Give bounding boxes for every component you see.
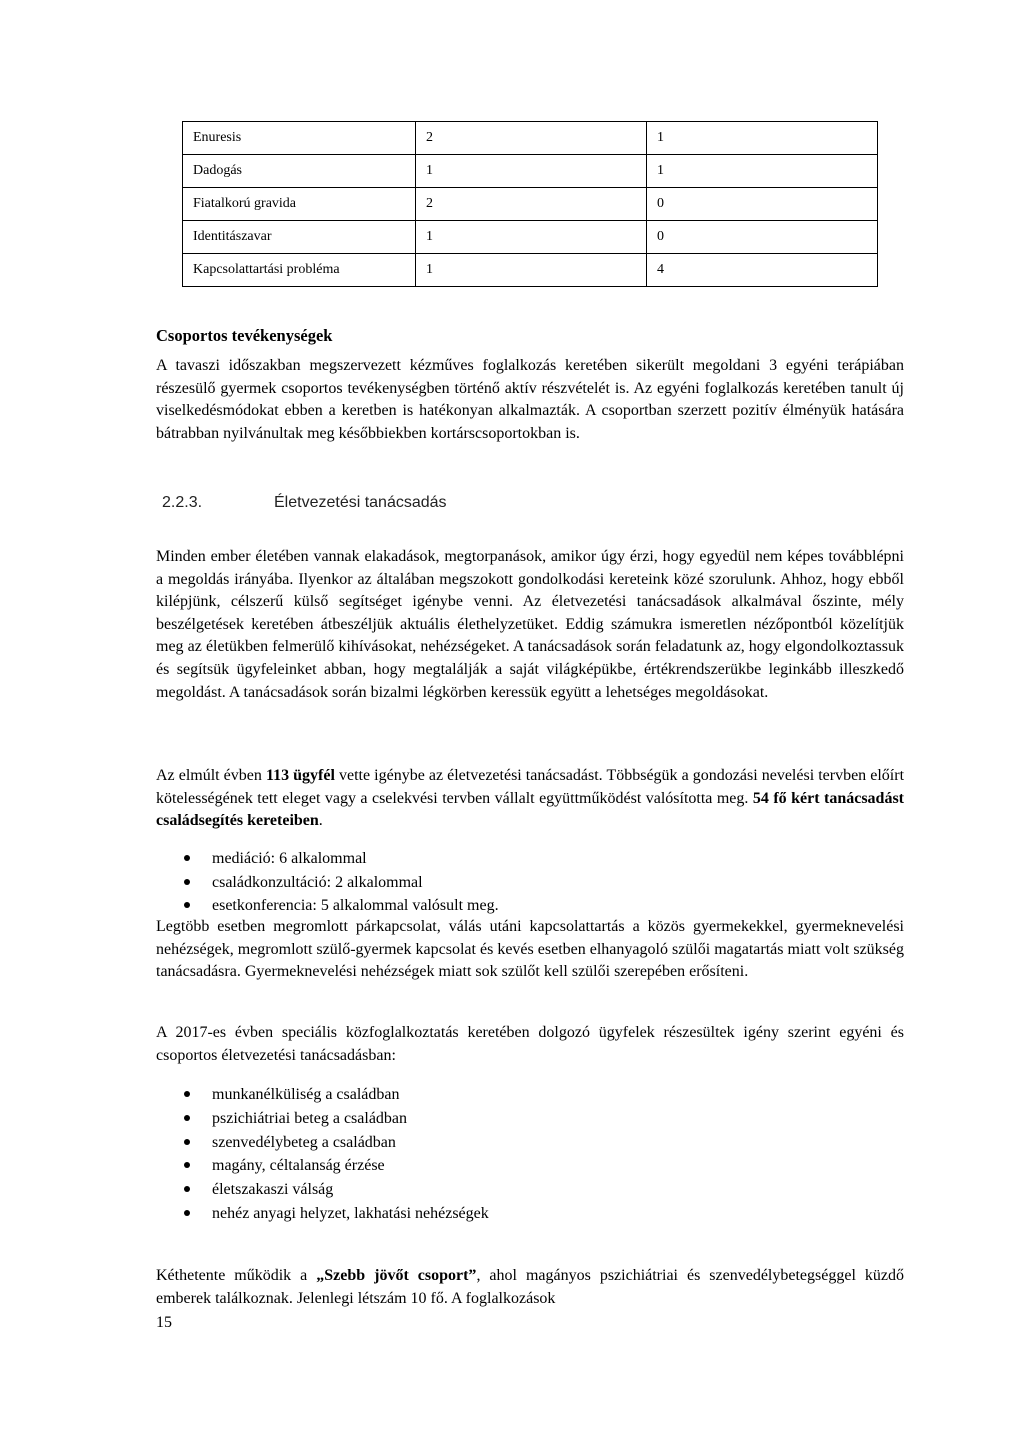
- section-heading: [162, 494, 447, 512]
- table-cell: 4: [647, 254, 878, 287]
- table-cell: 0: [647, 188, 878, 221]
- statistics-table: [182, 121, 878, 287]
- table-row: [183, 122, 878, 155]
- list-item: pszichiátriai beteg a családban: [184, 1107, 884, 1131]
- table-cell: 1: [416, 221, 647, 254]
- page-number: 15: [156, 1314, 172, 1331]
- table-cell: Fiatalkorú gravida: [183, 188, 416, 221]
- list-item: nehéz anyagi helyzet, lakhatási nehézségek: [184, 1202, 884, 1226]
- list-item: mediáció: 6 alkalommal: [184, 847, 884, 871]
- table-cell: 2: [416, 122, 647, 155]
- counseling-stats-paragraph: [156, 765, 904, 833]
- table-cell: Kapcsolattartási probléma: [183, 254, 416, 287]
- table-row: [183, 155, 878, 188]
- section-number: 2.2.3.: [162, 494, 203, 511]
- list-item: magány, céltalanság érzése: [184, 1154, 884, 1178]
- table-row: [183, 221, 878, 254]
- table-cell: 1: [416, 254, 647, 287]
- list-item: esetkonferencia: 5 alkalommal valósult meg.: [184, 894, 884, 918]
- text-run: , ahol magányos pszichiátriai és szenvedélybetegséggel küzdő emberek találkoznak. Jelenlegi létszám 10 fő. A foglalkozások: [156, 1267, 904, 1307]
- list-item: szenvedélybeteg a családban: [184, 1131, 884, 1155]
- table-row: [183, 188, 878, 221]
- group-activities-paragraph: A tavaszi időszakban megszervezett kézműves foglalkozás keretében sikerült megoldani 3 egyéni terápiában részesülő gyermek csoportos tevékenységben történő aktív részvételét is. Az egyéni foglalkozás keretében tanult új viselkedésmódokat ebben a keretben is hatékonyan alkalmazták. A csoportban szerzett pozitív élményük hatására bátrabban nyilvánultak meg későbbiekben kortárscsoportokban is.: [156, 357, 904, 442]
- text-run: Az elmúlt évben: [156, 767, 266, 784]
- counseling-intro-paragraph: Minden ember életében vannak elakadások, megtorpanások, amikor úgy érzi, hogy egyedül nem képes továbblépni a megoldás irányába. Ilyenkor az általában megszokott gondolkodási kereteink közé szorulunk. Ahhoz, hogy ebből kilépjünk, célszerű külső segítséget igénybe venni. Az életvezetési tanácsadások alkalmával őszinte, mély beszélgetések keretében átbeszéljük aktuális élethelyzetüket. Eddig számukra ismeretlen nézőpontból közelítjük meg az életükben felmerülő kihívásokat, nehézségeket. A tanácsadások során feladatunk az, hogy elgondolkoztassuk és segítsük ügyfeleinket abban, hogy megtalálják a saját világképükbe, értékrendszerükbe leginkább illeszkedő megoldást. A tanácsadások során bizalmi légkörben keressük együtt a lehetséges megoldásokat.: [156, 548, 904, 701]
- list-item: családkonzultáció: 2 alkalommal: [184, 871, 884, 895]
- public-work-paragraph: A 2017-es évben speciális közfoglalkoztatás keretében dolgozó ügyfelek részesültek igény szerint egyéni és csoportos életvezetési tanácsadásban:: [156, 1024, 904, 1064]
- table-cell: 1: [647, 122, 878, 155]
- list-item: életszakaszi válság: [184, 1178, 884, 1202]
- table-cell: 0: [647, 221, 878, 254]
- text-run: Kéthetente működik a: [156, 1267, 317, 1284]
- section-title: Életvezetési tanácsadás: [274, 494, 447, 511]
- table-cell: Enuresis: [183, 122, 416, 155]
- text-run: .: [318, 812, 323, 830]
- mediation-list: [184, 847, 884, 918]
- counseling-reasons-paragraph: Legtöbb esetben megromlott párkapcsolat, válás utáni kapcsolattartás a közös gyermekekkel, gyermeknevelési nehézségek, megromlott szülő-gyermek kapcsolat és kevés esetben elhanyagoló szülői magatartás miatt volt szükség tanácsadásra. Gyermeknevelési nehézségek miatt sok szülőt kell szülői szerepében erősíteni.: [156, 918, 904, 981]
- topics-list: [184, 1083, 884, 1226]
- group-name: „Szebb jövőt csoport”: [316, 1267, 477, 1284]
- family-help-count: 54 fő kért tanácsadást családsegítés kereteiben: [156, 789, 905, 830]
- support-group-paragraph: [156, 1265, 904, 1310]
- table-cell: 1: [647, 155, 878, 188]
- client-count: 113 ügyfél: [265, 767, 335, 784]
- table-cell: 1: [416, 155, 647, 188]
- text-run: vette igénybe az életvezetési tanácsadást. Többségük a gondozási nevelési tervben előírt kötelességének tett eleget vagy a cselekvési tervben vállalt együttműködést valósította meg.: [156, 767, 905, 807]
- group-activities-heading: Csoportos tevékenységek: [156, 326, 333, 345]
- table-cell: Identitászavar: [183, 221, 416, 254]
- table-cell: 2: [416, 188, 647, 221]
- table-cell: Dadogás: [183, 155, 416, 188]
- list-item: munkanélküliség a családban: [184, 1083, 884, 1107]
- table-row: [183, 254, 878, 287]
